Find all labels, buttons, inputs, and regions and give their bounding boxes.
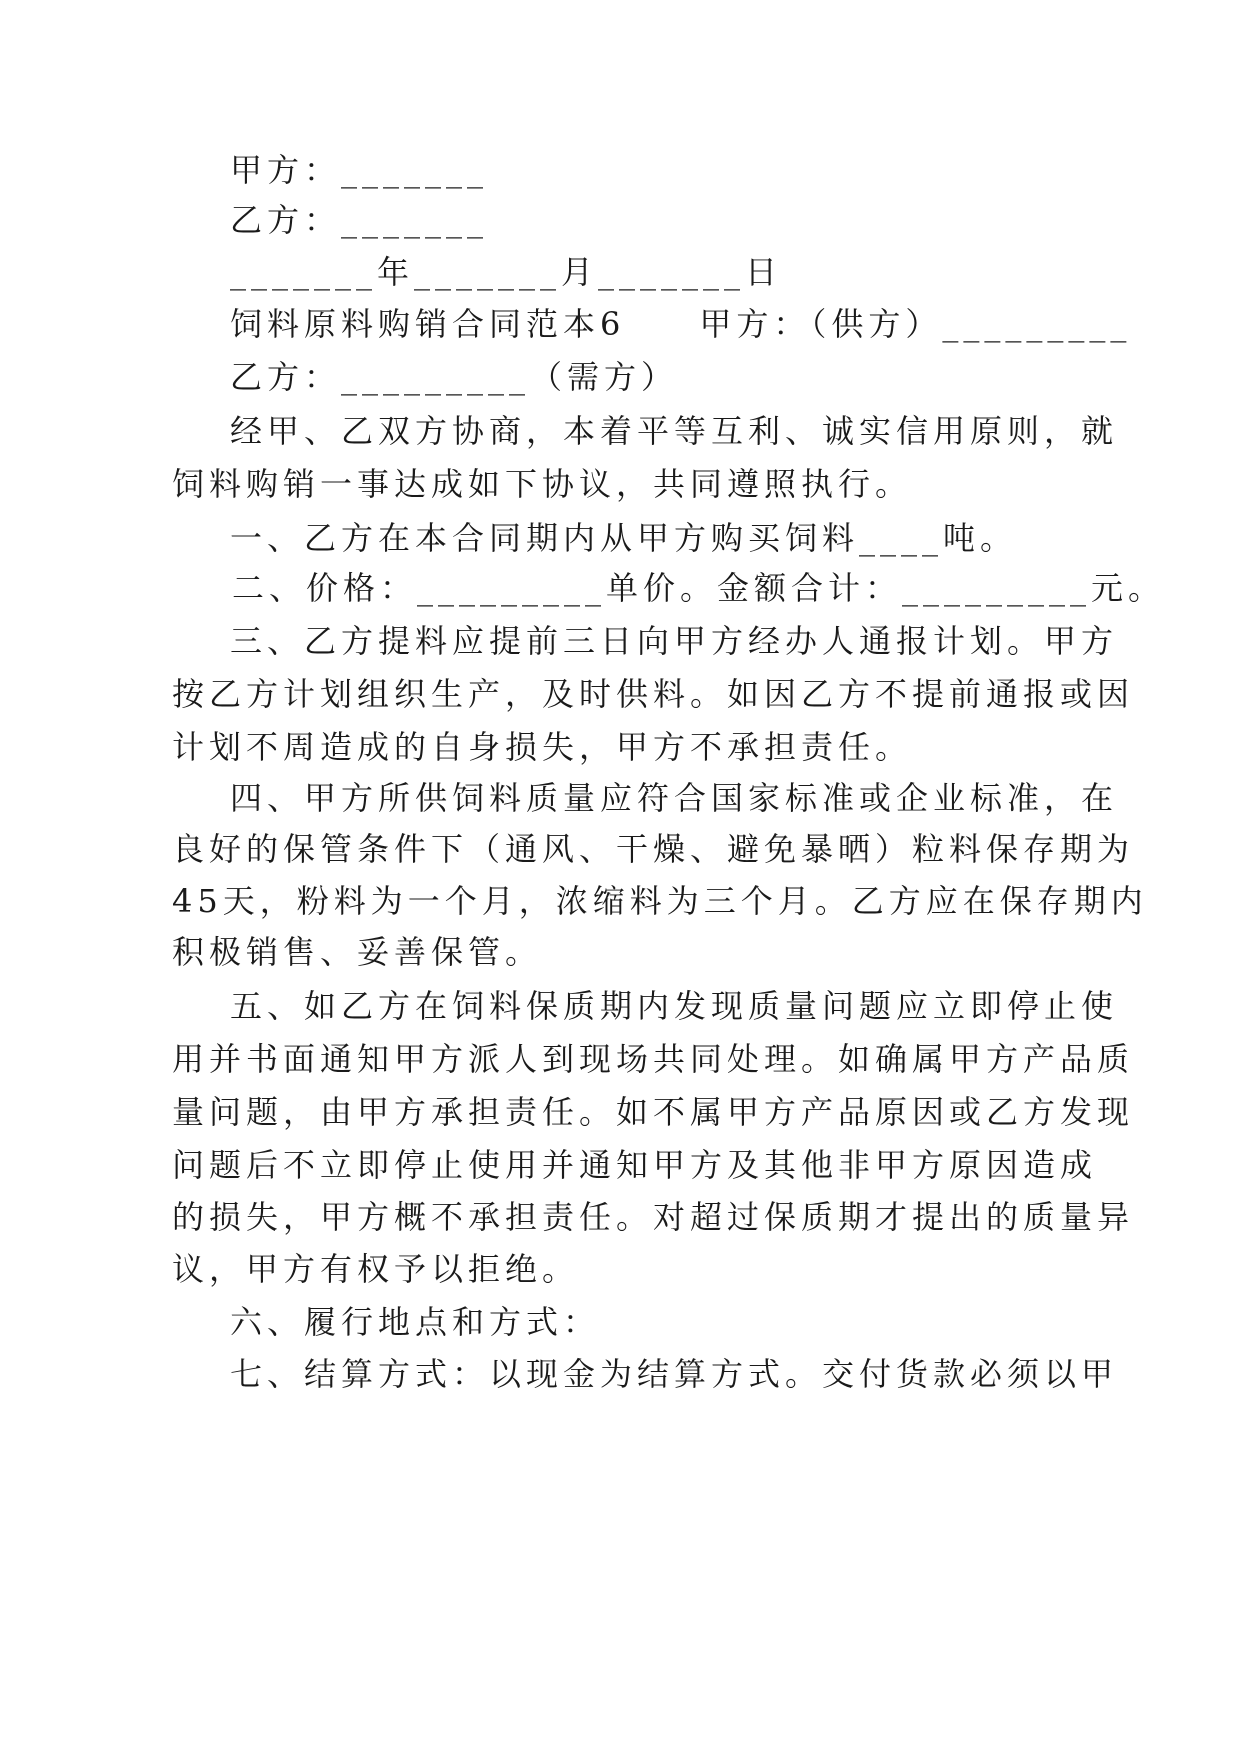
party-b-line: 乙方：_______ [230,201,489,239]
clause-5-line-4: 问题后不立即停止使用并通知甲方及其他非甲方原因造成 [172,1146,1098,1184]
clause-3-line-2: 按乙方计划组织生产，及时供料。如因乙方不提前通报或因 [172,675,1135,713]
clause-4-line-2: 良好的保管条件下（通风、干燥、避免暴晒）粒料保存期为 [172,830,1135,868]
clause-7-line-1: 七、结算方式：以现金为结算方式。交付货款必须以甲 [230,1355,1119,1393]
intro-paragraph-line-1: 经甲、乙双方协商，本着平等互利、诚实信用原则，就 [230,412,1119,450]
date-line: _______年_______月_______日 [230,253,783,291]
clause-3-line-3: 计划不周造成的自身损失，甲方不承担责任。 [172,728,913,766]
clause-1: 一、乙方在本合同期内从甲方购买饲料____吨。 [230,519,1018,557]
clause-2: 二、价格：_________单价。金额合计：_________元。 [232,569,1166,607]
clause-3-line-1: 三、乙方提料应提前三日向甲方经办人通报计划。甲方 [230,622,1119,660]
contract-title-line: 饲料原料购销合同范本6 甲方：（供方）_________ [230,305,1132,343]
party-b-demand-line: 乙方：_________（需方） [230,358,679,396]
party-a-line: 甲方：_______ [230,151,489,189]
intro-paragraph-line-2: 饲料购销一事达成如下协议，共同遵照执行。 [172,465,913,503]
clause-5-line-6: 议，甲方有权予以拒绝。 [172,1250,580,1288]
clause-6: 六、履行地点和方式： [230,1303,601,1341]
clause-5-line-3: 量问题，由甲方承担责任。如不属甲方产品原因或乙方发现 [172,1093,1135,1131]
clause-5-line-1: 五、如乙方在饲料保质期内发现质量问题应立即停止使 [230,987,1119,1025]
clause-4-line-3: 45天，粉料为一个月，浓缩料为三个月。乙方应在保存期内 [172,882,1148,920]
clause-4-line-1: 四、甲方所供饲料质量应符合国家标准或企业标准，在 [230,779,1119,817]
clause-5-line-5: 的损失，甲方概不承担责任。对超过保质期才提出的质量异 [172,1198,1135,1236]
clause-4-line-4: 积极销售、妥善保管。 [172,933,543,971]
clause-5-line-2: 用并书面通知甲方派人到现场共同处理。如确属甲方产品质 [172,1040,1135,1078]
